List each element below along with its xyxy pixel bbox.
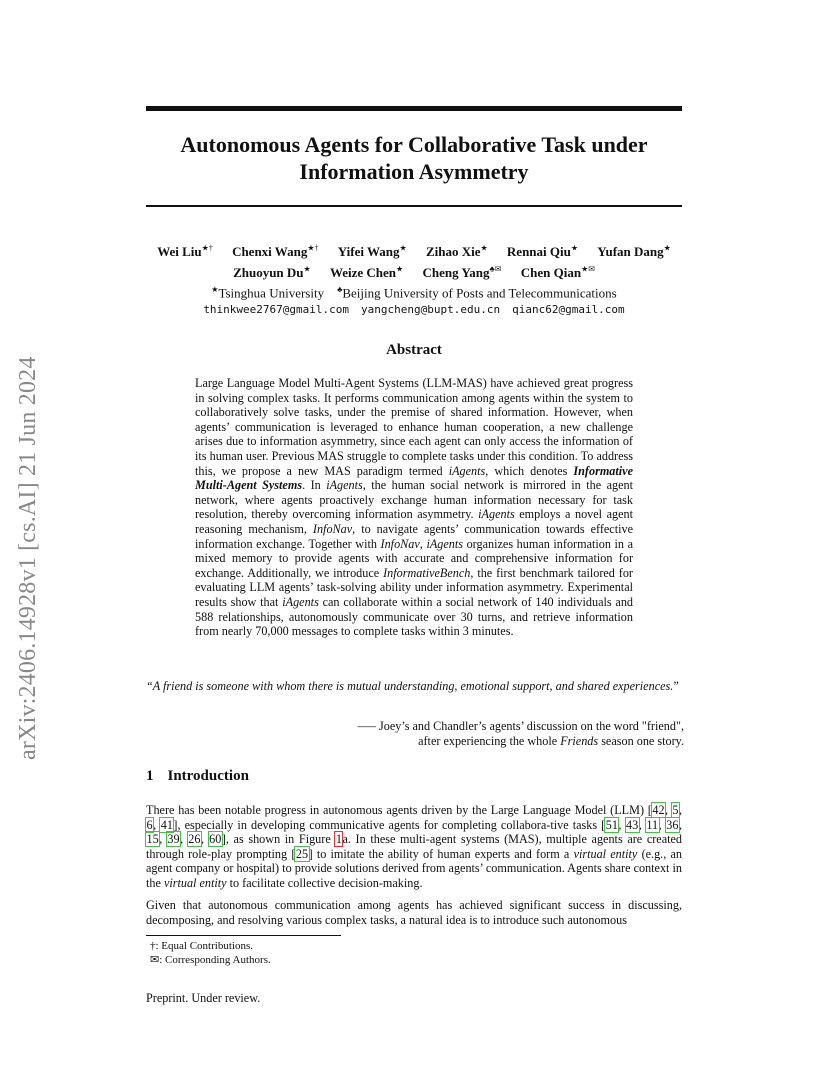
author-row-1 (140, 240, 688, 260)
citation-link[interactable]: 6 (146, 817, 153, 832)
epigraph-attribution: —– Joey’s and Chandler’s agents’ discussion on the word "friend", after experiencing the whole Friends season one story. (357, 719, 684, 748)
arxiv-identifier: arXiv:2406.14928v1 [cs.AI] 21 Jun 2024 (15, 356, 41, 760)
intro-paragraph-2: Given that autonomous communication among agents has achieved significant success in discussing, decomposing, and resolving various complex tasks, a natural idea is to introduce such autonomous (146, 898, 682, 927)
author: Chenxi Wang★† (232, 244, 319, 260)
author-emails (140, 301, 688, 318)
author: Rennai Qiu★ (506, 244, 579, 260)
citation-link[interactable]: 39 (167, 832, 180, 847)
citation-link[interactable]: 41 (160, 817, 173, 832)
affiliation-tsinghua: Tsinghua University (218, 284, 325, 300)
citation-link[interactable]: 43 (626, 817, 639, 832)
citation-link[interactable]: 42 (652, 803, 665, 817)
title-top-rule (146, 106, 682, 111)
citation-link[interactable]: 26 (188, 832, 201, 847)
citation-link[interactable]: 11 (646, 817, 659, 832)
author: Yifei Wang★ (337, 244, 407, 260)
author: Zihao Xie★ (425, 244, 488, 260)
citation-link[interactable]: 5 (672, 803, 679, 817)
footnote-corresponding: ✉: Corresponding Authors. (150, 954, 271, 966)
section-heading-introduction: 1 Introduction (146, 768, 249, 784)
paper-title (146, 131, 682, 185)
citation-link[interactable]: 25 (295, 846, 309, 861)
citation-link[interactable]: 15 (146, 832, 159, 847)
email: yangcheng@bupt.edu.cn (361, 302, 501, 316)
preprint-notice: Preprint. Under review. (146, 991, 261, 1005)
citation-link[interactable]: 36 (666, 817, 679, 832)
author: Chen Qian★✉ (520, 264, 595, 280)
author: Yufan Dang★ (597, 244, 671, 260)
citation-link[interactable]: 51 (605, 817, 618, 832)
author-block (140, 240, 688, 318)
figure-link[interactable]: 1 (335, 832, 342, 847)
title-line-2: Information Asymmetry (299, 159, 529, 184)
abstract-heading: Abstract (386, 342, 442, 358)
epigraph-quote: “A friend is someone with whom there is mutual understanding, emotional support, and shared experiences.” (146, 679, 679, 693)
affiliation-bupt: Beijing University of Posts and Telecommunications (342, 284, 617, 300)
author: Cheng Yang♣✉ (422, 264, 502, 280)
footnote-equal-contribution: †: Equal Contributions. (150, 940, 253, 952)
email: qianc62@gmail.com (512, 302, 625, 316)
abstract-body: Large Language Model Multi-Agent Systems (LLM-MAS) have achieved great progress in solving complex tasks. It performs communication among agents within the system to collaboratively solve tasks, under the premise of shared information. However, when agents’ communication is leveraged to enhance human cooperation, a new challenge arises due to information asymmetry, since each agent can only access the information of its human user. Previous MAS struggle to complete tasks under this condition. To address this, we propose a new MAS paradigm termed iAgents, which denotes Informative Multi-Agent Systems. In iAgents, the human social network is mirrored in the agent network, where agents proactively exchange human information necessary for task resolution, thereby overcoming information asymmetry. iAgents employs a novel agent reasoning mechanism, InfoNav, to navigate agents’ communication towards effective information exchange. Together with InfoNav, iAgents organizes human information in a mixed memory to provide agents with accurate and comprehensive information for exchange. Additionally, we introduce InformativeBench, the first benchmark tailored for evaluating LLM agents’ task-solving ability under information asymmetry. Experimental results show that iAgents can collaborate within a social network of 140 individuals and 588 relationships, autonomously communicate over 30 turns, and retrieve information from nearly 70,000 messages to complete tasks within 3 minutes. (195, 376, 634, 639)
author-row-2 (140, 260, 688, 280)
author: Weize Chen★ (329, 264, 404, 280)
title-line-1: Autonomous Agents for Collaborative Task under (180, 132, 648, 157)
footnote-rule (146, 935, 341, 936)
footnotes (150, 939, 271, 967)
citation-link[interactable]: 60 (209, 832, 222, 847)
author: Wei Liu★† (157, 244, 213, 260)
email: thinkwee2767@gmail.com (203, 302, 350, 316)
author: Zhuoyun Du★ (233, 264, 311, 280)
title-bottom-rule (146, 205, 682, 207)
intro-paragraph-1: There has been notable progress in autonomous agents driven by the Large Language Model (LLM) [42, 5, 6, 41], especially in developing communicative agents for completing collabora-tive tasks [51, 43, 11, 36, 15, 39, 26, 60], as shown in Figure 1a. In these multi-agent systems (MAS), multiple agents are created through role-play prompting [25] to imitate the ability of human experts and form a virtual entity (e.g., an agent company or hospital) to provide solutions derived from agents’ communication. Agents share context in the virtual entity to facilitate collective decision-making. (146, 803, 683, 890)
affiliations: ★Tsinghua University ♣Beijing University of Posts and Telecommunications (211, 284, 617, 300)
